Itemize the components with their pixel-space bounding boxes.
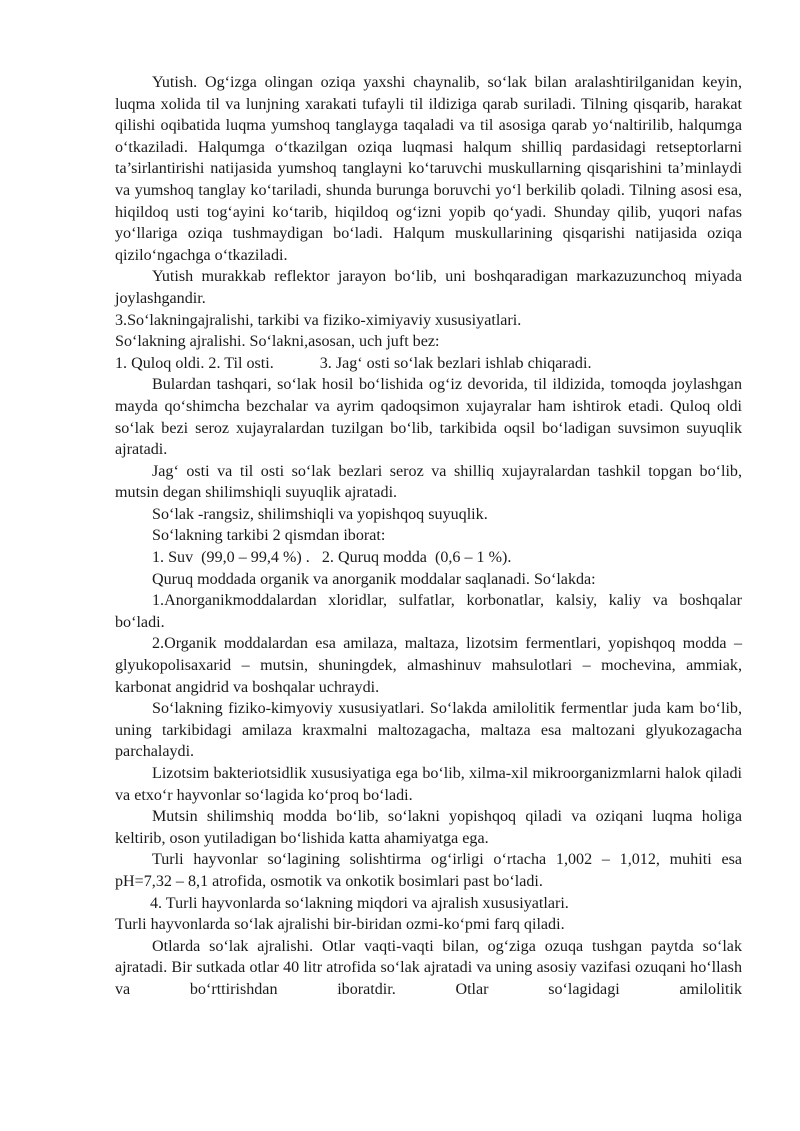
document-page [115,72,742,1001]
paragraph-dry-matter: Quruq moddada organik va anorganik moddalar saqlanadi. So‘lakda: [152,570,596,588]
paragraph-lizotsim: Lizotsim bakteriotsidlik xususiyatiga ega bo‘lib, xilma-xil mikroorganizmlarni halok qiladi va etxo‘r hayvonlar so‘lagida ko‘proq bo‘ladi. [115,765,742,804]
paragraph-jag-osti: Jag‘ osti va til osti so‘lak bezlari seroz va shilliq xujayralardan tashkil topgan bo‘lib, mutsin degan shilimshiqli suyuqlik ajratadi. [115,462,742,502]
paragraph-specific-gravity: Turli hayvonlar so‘lagining solishtirma og‘irligi o‘rtacha 1,002 – 1,012, muhiti esa pH=7,32 – 8,1 atrofida, osmotik va onkotik bosimlari past bo‘ladi. [115,851,742,890]
section-heading-3: 3.So‘lakningajralishi, tarkibi va fiziko-ximiyaviy xususiyatlari. [115,311,522,329]
paragraph-additional-glands: Bulardan tashqari, so‘lak hosil bo‘lishida og‘iz devorida, til ildizida, tomoqda joylashgan mayda qo‘shimcha bezchalar va ayrim qadoqsimon xujayralar ham ishtirok etadi. Quloq oldi so‘lak bezi seroz xujayralardan tuzilgan bo‘lib, tarkibida oqsil bo‘ladigan suvsimon suyuqlik ajratadi. [115,376,742,459]
paragraph-solak-definition: So‘lak -rangsiz, shilimshiqli va yopishqoq suyuqlik. [152,505,488,523]
section-heading-4: 4. Turli hayvonlarda so‘lakning miqdori va ajralish xususiyatlari. [150,894,569,912]
paragraph-horses: Otlarda so‘lak ajralishi. Otlar vaqti-vaqti bilan, og‘ziga ozuqa tushgan paytda so‘lak ajratadi. Bir sutkada otlar 40 litr atrofida so‘lak ajratadi va uning asosiy vazifasi ozuqani ho‘llash va bo‘rttirishdan iboratdir. Otlar so‘lagidagi amilolitik [115,937,742,998]
paragraph-yutish-reflex: Yutish murakkab reflektor jarayon bo‘lib, uni boshqaradigan markazuzunchoq miyada joylashgandir. [115,268,742,307]
gland-list-row [115,353,742,375]
paragraph-composition-items: 1. Suv (99,0 – 99,4 %) . 2. Quruq modda (0,6 – 1 %). [152,549,512,567]
paragraph-composition-intro: So‘lakning tarkibi 2 qismdan iborat: [152,527,386,545]
gland-list-part-2: 3. Jag‘ osti so‘lak bezlari ishlab chiqaradi. [319,354,592,372]
gland-list-part-1: 1. Quloq oldi. 2. Til osti. [115,354,274,372]
paragraph-physicochemical: So‘lakning fiziko-kimyoviy xususiyatlari. So‘lakda amilolitik fermentlar juda kam bo‘lib, uning tarkibidagi amilaza kraxmalni maltozagacha, maltaza esa maltozani glyukozagacha parchalaydi. [115,700,742,761]
paragraph-differences: Turli hayvonlarda so‘lak ajralishi bir-biridan ozmi-ko‘pmi farq qiladi. [115,916,565,934]
paragraph-inorganic: 1.Anorganikmoddalardan xloridlar, sulfatlar, korbonatlar, kalsiy, kaliy va boshqalar bo‘ladi. [115,592,742,631]
paragraph-yutish: Yutish. Og‘izga olingan oziqa yaxshi chaynalib, so‘lak bilan aralashtirilganidan keyin, luqma xolida til va lunjning xarakati tufayli til ildiziga qarab suriladi. Tilning qisqarib, harakat qilishi oqibatida luqma yumshoq tanglayga taqaladi va til asosiga qarab yo‘naltirilib, halqumga o‘tkaziladi. Halqumga o‘tkazilgan oziqa luqmasi halqum shilliq pardasidagi retseptorlarni ta’sirlantirishi natijasida yumshoq tanglayni ko‘taruvchi muskullarning qisqarishini ta’minlaydi va yumshoq tanglay ko‘tariladi, shunda burunga boruvchi yo‘l berkilib qoladi. Tilning asosi esa, hiqildoq usti tog‘ayini ko‘tarib, hiqildoq og‘izni yopib qo‘yadi. Shunday qilib, yuqori nafas yo‘llariga oziqa tushmaydigan bo‘ladi. Halqum muskullarining qisqarishi natijasida oziqa qizilo‘ngachga o‘tkaziladi. [115,74,742,264]
paragraph-mutsin: Mutsin shilimshiq modda bo‘lib, so‘lakni yopishqoq qiladi va oziqani luqma holiga keltirib, oson yutiladigan bo‘lishida katta ahamiyatga ega. [115,808,742,847]
paragraph-solak-ajralishi: So‘lakning ajralishi. So‘lakni,asosan, uch juft bez: [115,333,440,351]
paragraph-organic: 2.Organik moddalardan esa amilaza, maltaza, lizotsim fermentlari, yopishqoq modda – glyukopolisaxarid – mutsin, shuningdek, almashinuv mahsulotlari – mochevina, ammiak, karbonat angidrid va boshqalar uchraydi. [115,635,742,696]
